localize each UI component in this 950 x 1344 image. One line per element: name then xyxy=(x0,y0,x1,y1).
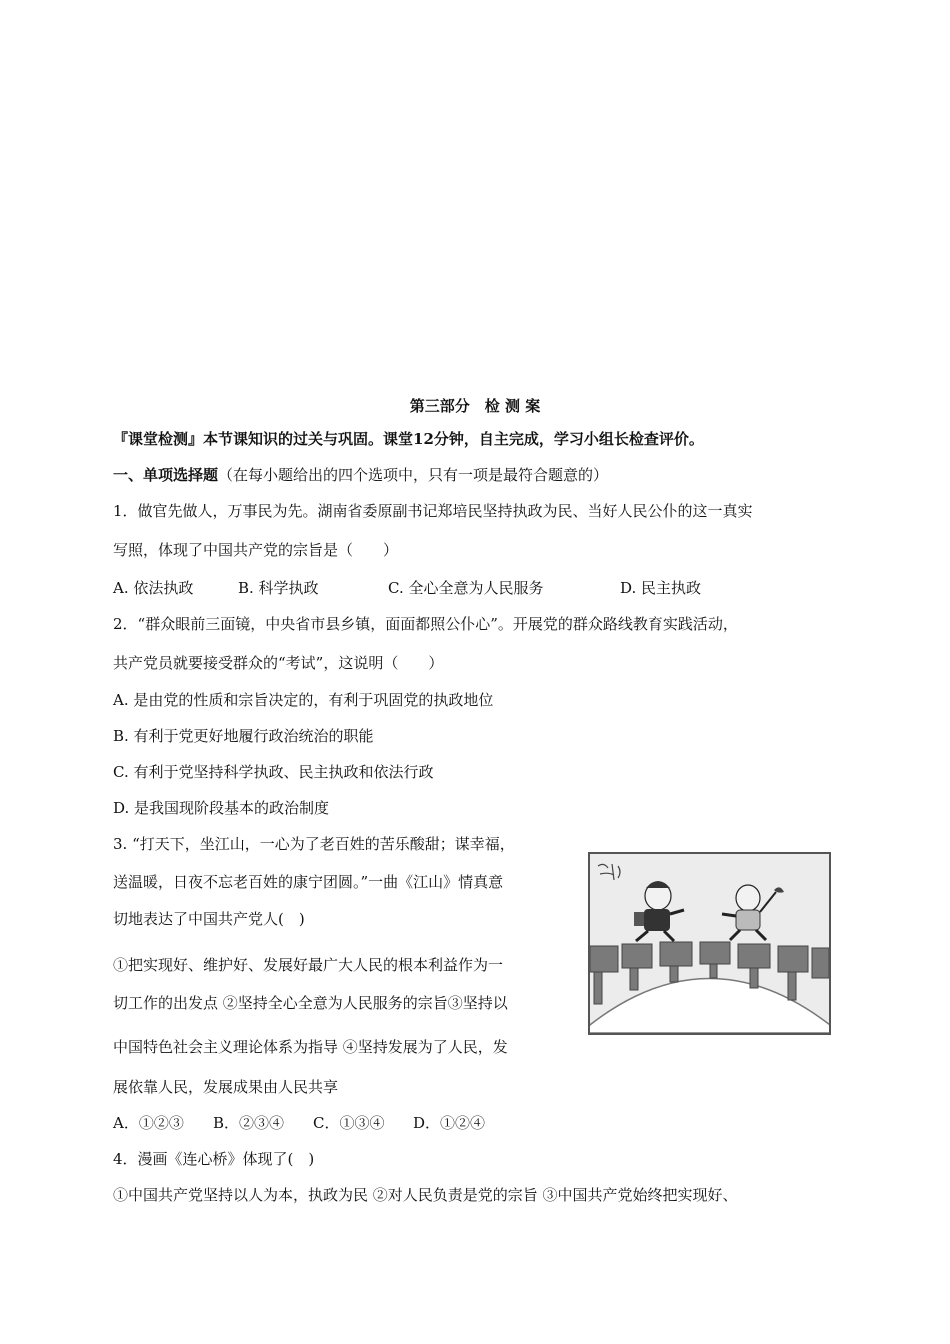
cartoon-drawing xyxy=(590,854,829,1033)
intro-text: 本节课知识的过关与巩固。课堂12分钟，自主完成，学习小组长检查评价。 xyxy=(203,430,704,448)
q4-line1: 4．漫画《连心桥》体现了( ) xyxy=(113,1150,315,1168)
q2-line2: 共产党员就要接受群众的“考试”，这说明（ ） xyxy=(113,654,444,672)
q3-line3: 切地表达了中国共产党人( ) xyxy=(113,910,305,928)
q2-option-c: C. 有利于党坚持科学执政、民主执政和依法行政 xyxy=(113,763,434,781)
q1-option-b: B. 科学执政 xyxy=(238,579,319,597)
q3-option-d: D．①②④ xyxy=(413,1114,486,1132)
q2-line1: 2．“群众眼前三面镜，中央省市县乡镇，面面都照公仆心”。开展党的群众路线教育实践活动， xyxy=(113,615,738,633)
q1-line1: 1．做官先做人，万事民为先。湖南省委原副书记郑培民坚持执政为民、当好人民公仆的这一真实 xyxy=(113,502,753,520)
intro-label: 『课堂检测』 xyxy=(113,430,204,448)
q3-option-c: C．①③④ xyxy=(313,1114,385,1132)
q2-option-a: A. 是由党的性质和宗旨决定的，有利于巩固党的执政地位 xyxy=(113,691,494,709)
q1-option-c: C. 全心全意为人民服务 xyxy=(388,579,544,597)
q3-line1: 3. “打天下，坐江山，一心为了老百姓的苦乐酸甜；谋幸福， xyxy=(113,835,515,853)
section-note: （在每小题给出的四个选项中，只有一项是最符合题意的） xyxy=(218,466,609,484)
q2-option-d: D. 是我国现阶段基本的政治制度 xyxy=(113,799,330,817)
q3-options xyxy=(113,1113,485,1133)
cartoon-illustration xyxy=(588,852,831,1035)
q3-option-b: B．②③④ xyxy=(213,1114,285,1132)
q3-line5: 切工作的出发点 ②坚持全心全意为人民服务的宗旨③坚持以 xyxy=(113,994,508,1012)
section-heading-line xyxy=(113,465,608,485)
q1-option-d: D. 民主执政 xyxy=(620,579,702,597)
q2-option-b: B. 有利于党更好地履行政治统治的职能 xyxy=(113,727,374,745)
q3-line4: ①把实现好、维护好、发展好最广大人民的根本利益作为一 xyxy=(113,956,504,974)
intro-line xyxy=(113,429,704,449)
q1-line2: 写照，体现了中国共产党的宗旨是（ ） xyxy=(113,541,399,559)
page-title: 第三部分 检 测 案 xyxy=(409,397,541,415)
q3-line7: 展依靠人民，发展成果由人民共享 xyxy=(113,1078,339,1096)
q4-line2: ①中国共产党坚持以人为本，执政为民 ②对人民负责是党的宗旨 ③中国共产党始终把实现好、 xyxy=(113,1186,738,1204)
q3-option-a: A．①②③ xyxy=(113,1114,184,1132)
section-heading: 一、单项选择题 xyxy=(113,466,219,484)
q1-options xyxy=(113,578,701,598)
q3-line2: 送温暖，日夜不忘老百姓的康宁团圆。”一曲《江山》情真意 xyxy=(113,873,504,891)
q3-line6: 中国特色社会主义理论体系为指导 ④坚持发展为了人民，发 xyxy=(113,1038,508,1056)
q1-option-a: A. 依法执政 xyxy=(113,579,194,597)
